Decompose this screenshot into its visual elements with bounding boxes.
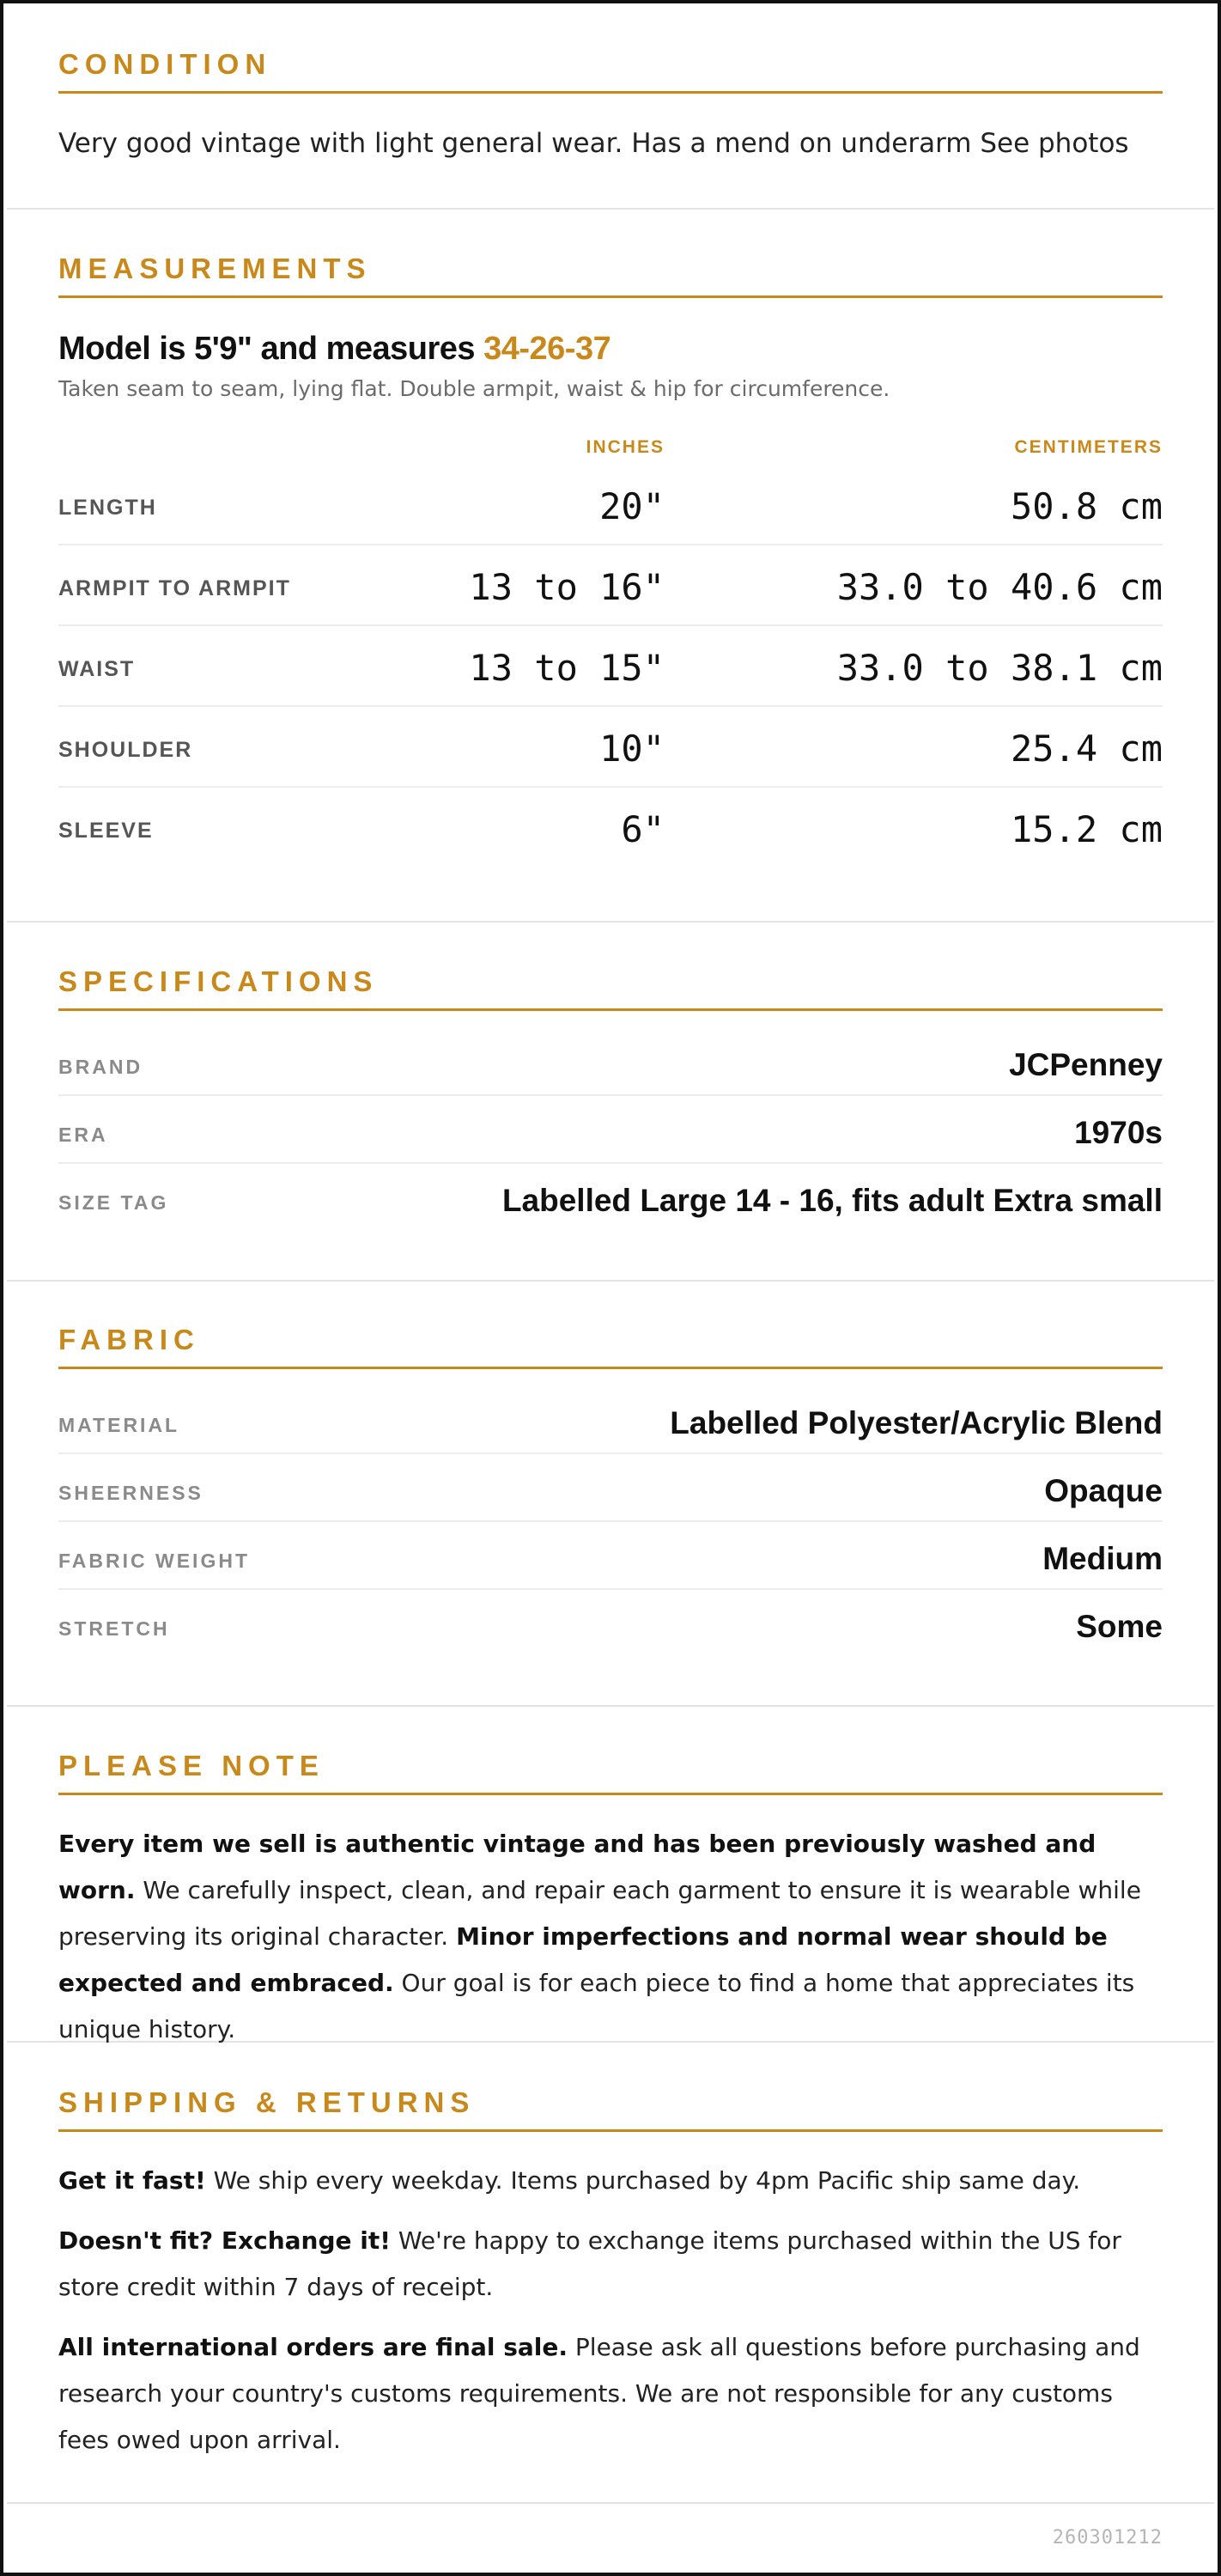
measurement-row-shoulder [58, 707, 1163, 788]
note-bold-1: Every item we sell is authentic vintage and has been previously washed and worn. [58, 1830, 1096, 1904]
fabric-label: FABRIC WEIGHT [58, 1550, 250, 1572]
shipping-paragraph-exchange [58, 2218, 1163, 2311]
fabric-row-stretch [58, 1590, 1163, 1658]
note-text-1: We carefully inspect, clean, and repair each garment to ensure it is wearable while preserving its original character. [58, 1876, 1141, 1951]
shipping-text-2: We're happy to exchange items purchased within the US for store credit within 7 days of receipt. [58, 2226, 1121, 2301]
centimeters-column-header: CENTIMETERS [1014, 437, 1163, 457]
fabric-rows [58, 1386, 1163, 1658]
please-note-paragraph [58, 1821, 1163, 2053]
condition-heading: CONDITION [58, 48, 1163, 94]
measurement-inches: 20" [599, 485, 665, 527]
inches-column-header: INCHES [586, 437, 665, 457]
model-measures: 34-26-37 [483, 331, 611, 367]
shipping-text-3: Please ask all questions before purchasing and research your country's customs requirements. We are not responsible for any customs fees owed upon arrival. [58, 2333, 1140, 2454]
specifications-section [7, 965, 1214, 1282]
shipping-bold-2: Doesn't fit? Exchange it! [58, 2226, 391, 2255]
measurement-inches: 6" [621, 808, 665, 850]
model-prefix: Model is 5'9" and measures [58, 331, 484, 367]
fabric-value: Labelled Polyester/Acrylic Blend [670, 1405, 1163, 1440]
spec-label: ERA [58, 1124, 108, 1146]
shipping-returns-section [7, 2086, 1214, 2504]
fabric-label: STRETCH [58, 1617, 170, 1640]
specification-rows [58, 1028, 1163, 1232]
please-note-section [7, 1750, 1214, 2043]
fabric-value: Opaque [1044, 1473, 1163, 1508]
spec-row-era [58, 1096, 1163, 1164]
fabric-label: MATERIAL [58, 1414, 180, 1436]
spec-value: JCPenney [1009, 1047, 1163, 1082]
please-note-heading: PLEASE NOTE [58, 1750, 1163, 1795]
shipping-bold-1: Get it fast! [58, 2166, 206, 2195]
measurement-cm: 33.0 to 38.1 cm [836, 647, 1163, 689]
spec-label: BRAND [58, 1056, 143, 1078]
fabric-section [7, 1324, 1214, 1707]
fabric-label: SHEERNESS [58, 1482, 204, 1504]
measurement-label: LENGTH [58, 496, 157, 520]
measurement-label: ARMPIT TO ARMPIT [58, 576, 291, 600]
measurement-cm: 15.2 cm [1010, 808, 1163, 850]
measurement-cm: 25.4 cm [1010, 728, 1163, 770]
fabric-value: Medium [1042, 1541, 1163, 1576]
shipping-paragraph-fast [58, 2158, 1163, 2204]
measurement-label: SLEEVE [58, 819, 154, 843]
measurement-row-armpit [58, 545, 1163, 626]
measurement-row-length [58, 465, 1163, 545]
fabric-value: Some [1076, 1609, 1163, 1644]
fabric-row-weight [58, 1522, 1163, 1590]
measurement-label: WAIST [58, 657, 136, 681]
measurements-heading: MEASUREMENTS [58, 253, 1163, 298]
measurement-column-headers [58, 430, 1163, 465]
spec-value: 1970s [1074, 1115, 1163, 1150]
spec-row-brand [58, 1028, 1163, 1096]
note-text-2: Our goal is for each piece to find a home that appreciates its unique history. [58, 1969, 1135, 2043]
measurement-inches: 13 to 16" [469, 566, 665, 608]
measurement-row-sleeve [58, 788, 1163, 868]
measurement-cm: 33.0 to 40.6 cm [836, 566, 1163, 608]
condition-section [7, 48, 1214, 210]
fabric-row-material [58, 1386, 1163, 1454]
measurement-cm: 50.8 cm [1010, 485, 1163, 527]
shipping-text-1: We ship every weekday. Items purchased by 4pm Pacific ship same day. [205, 2166, 1081, 2195]
note-bold-2: Minor imperfections and normal wear should be expected and embraced. [58, 1922, 1108, 1997]
measurement-inches: 13 to 15" [469, 647, 665, 689]
measurement-rows [58, 465, 1163, 868]
spec-value: Labelled Large 14 - 16, fits adult Extra small [501, 1183, 1163, 1218]
measurements-section [7, 253, 1214, 923]
shipping-paragraph-international [58, 2324, 1163, 2463]
measurement-note: Taken seam to seam, lying flat. Double armpit, waist & hip for circumference. [58, 376, 890, 401]
measurement-inches: 10" [599, 728, 665, 770]
shipping-heading: SHIPPING & RETURNS [58, 2086, 1163, 2132]
spec-row-size-tag [58, 1164, 1163, 1232]
fabric-row-sheerness [58, 1454, 1163, 1522]
product-code: 260301212 [1052, 2527, 1163, 2549]
fabric-heading: FABRIC [58, 1324, 1163, 1369]
shipping-bold-3: All international orders are final sale. [58, 2333, 568, 2361]
measurement-row-waist [58, 626, 1163, 707]
condition-text: Very good vintage with light general wear. Has a mend on underarm See photos [58, 128, 1129, 159]
model-measurements-line [58, 331, 1163, 368]
specifications-heading: SPECIFICATIONS [58, 965, 1163, 1011]
spec-label: SIZE TAG [58, 1191, 169, 1214]
measurement-label: SHOULDER [58, 738, 193, 762]
